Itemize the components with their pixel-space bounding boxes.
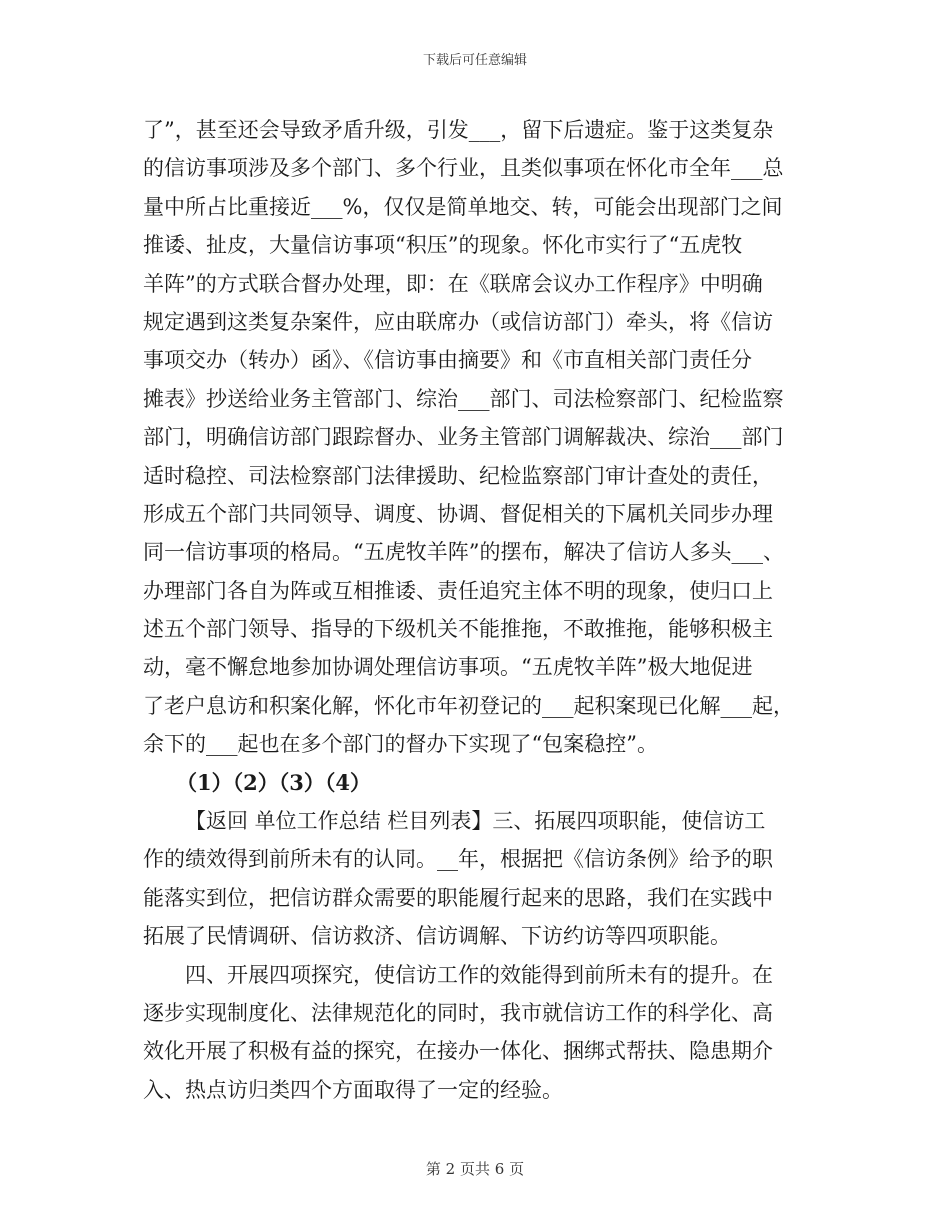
body-line: 同一信访事项的格局。“五虎牧羊阵”的摆布，解决了信访人多头___、 [143,540,784,565]
body-line: 动，毫不懈怠地参加协调处理信访事项。“五虎牧羊阵”极大地促进 [143,655,753,680]
document-body [143,111,823,1109]
body-line: 入、热点访归类四个方面取得了一定的经验。 [143,1077,563,1102]
body-line: 事项交办（转办）函》、《信访事由摘要》和《市直相关部门责任分 [143,348,752,373]
body-line: 羊阵”的方式联合督办处理，即：在《联席会议办工作程序》中明确 [143,271,763,296]
body-line: 办理部门各自为阵或互相推诿、责任追究主体不明的现象，使归口上 [143,578,773,603]
page-header: 下载后可任意编辑 [422,53,527,68]
body-line: 的信访事项涉及多个部门、多个行业，且类似事项在怀化市全年___总 [143,156,784,181]
body-line: 作的绩效得到前所未有的认同。__年，根据把《信访条例》给予的职 [143,847,773,872]
body-line: 效化开展了积极有益的探究，在接办一体化、捆绑式帮扶、隐患期介 [143,1039,773,1064]
body-line: 形成五个部门共同领导、调度、协调、督促相关的下属机关同步办理 [143,501,773,526]
body-line: 拓展了民情调研、信访救济、信访调解、下访约访等四项职能。 [143,924,731,949]
body-line: 规定遇到这类复杂案件，应由联席办（或信访部门）牵头，将《信访 [143,309,773,334]
body-line: 推诿、扯皮，大量信访事项“积压”的现象。怀化市实行了“五虎牧 [143,233,743,258]
body-line: 逐步实现制度化、法律规范化的同时，我市就信访工作的科学化、高 [143,1000,773,1025]
paragraph-start-line: 四、开展四项探究，使信访工作的效能得到前所未有的提升。在 [185,962,773,987]
body-line: 能落实到位，把信访群众需要的职能履行起来的思路，我们在实践中 [143,885,773,910]
page-number: 第 2 页共 6 页 [425,1160,525,1178]
body-line: 述五个部门领导、指导的下级机关不能推拖，不敢推拖，能够积极主 [143,617,773,642]
body-line: 部门，明确信访部门跟踪督办、业务主管部门调解裁决、综治___部门 [143,425,784,450]
body-line: 了老户息访和积案化解，怀化市年初登记的___起积案现已化解___起， [143,693,794,718]
body-line: 摊表》抄送给业务主管部门、综治___部门、司法检察部门、纪检监察 [143,386,784,411]
body-line: 适时稳控、司法检察部门法律援助、纪检监察部门审计查处的责任， [143,463,773,488]
body-line: 了”，甚至还会导致矛盾升级，引发___，留下后遗症。鉴于这类复杂 [143,118,774,142]
return-link-line[interactable]: 【返回 单位工作总结 栏目列表】三、拓展四项职能，使信访工 [185,809,766,834]
body-line: 余下的___起也在多个部门的督办下实现了“包案稳控”。 [143,732,658,757]
body-line: 量中所占比重接近___%，仅仅是简单地交、转，可能会出现部门之间 [143,194,783,219]
section-markers: （1）（2）（3）（4） [176,769,371,795]
